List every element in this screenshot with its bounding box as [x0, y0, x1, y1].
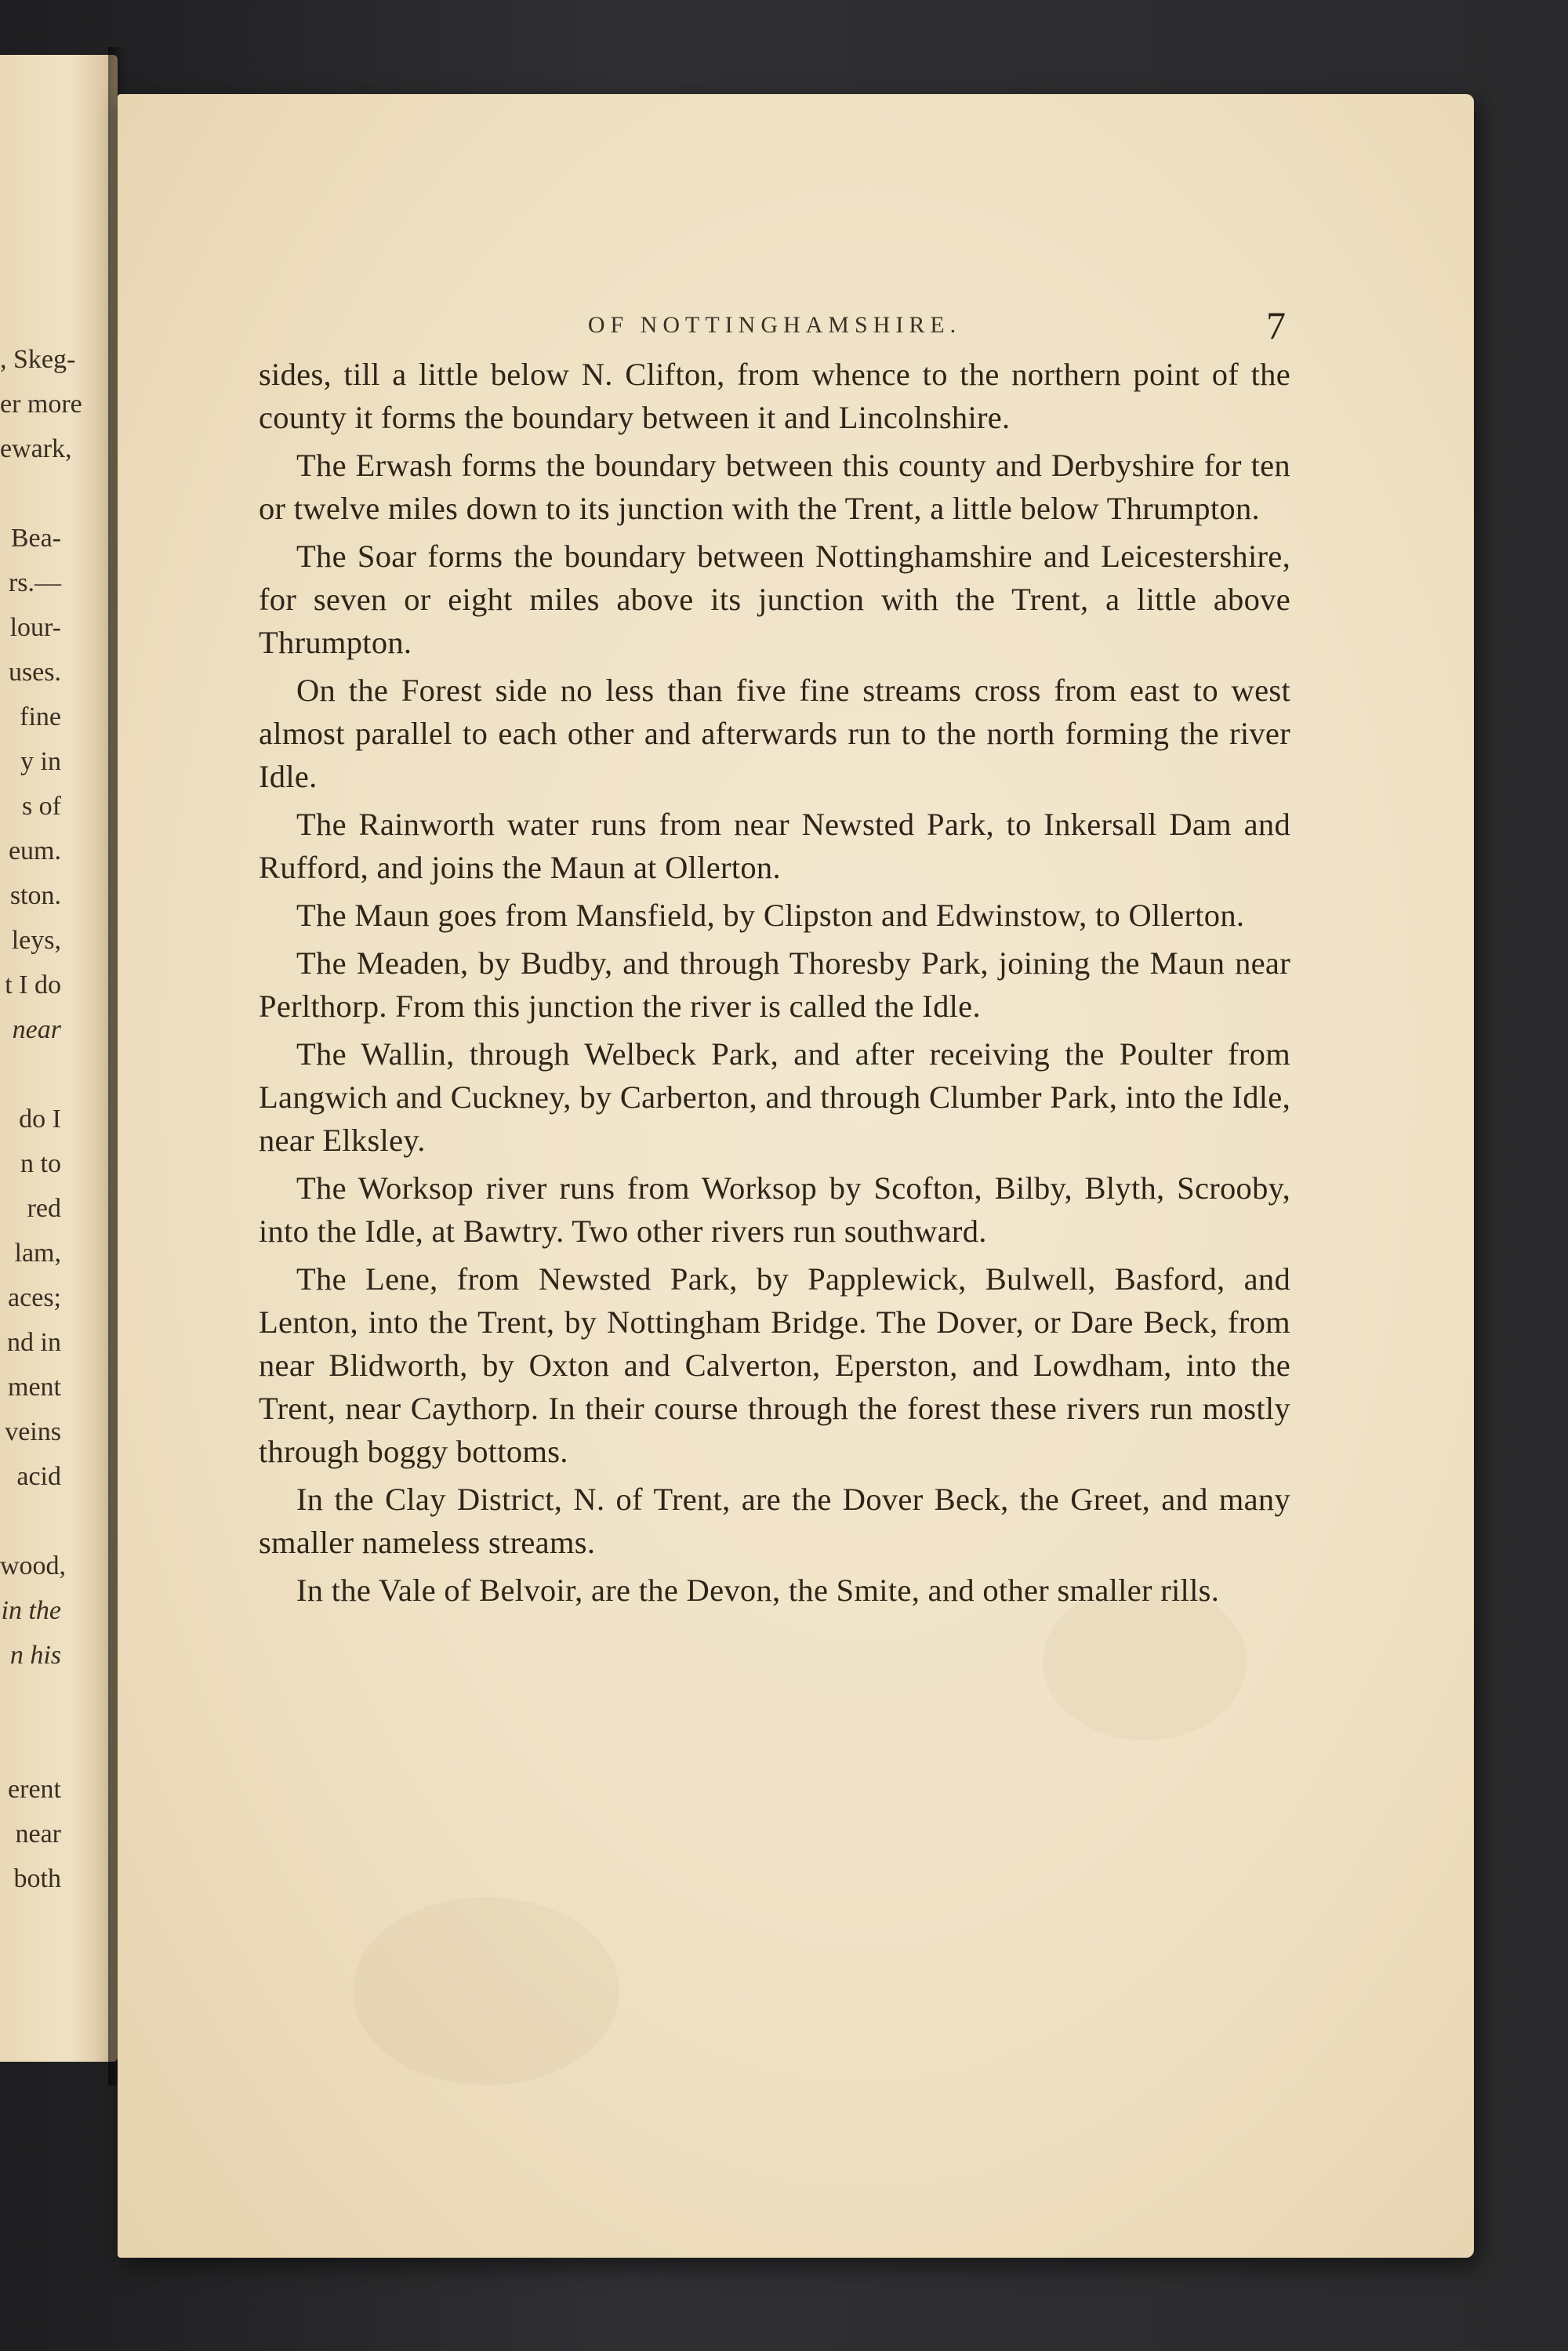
paragraph: sides, till a little below N. Clifton, from whence to the northern point of the county it forms the boundary between it and Lincolnshire.: [259, 357, 1290, 435]
left-page-fragment: wood,: [0, 1551, 67, 1580]
right-page: [118, 94, 1474, 2258]
left-facing-page: [0, 55, 118, 2062]
left-page-fragment: uses.: [8, 658, 61, 687]
left-page-fragment: y in: [20, 747, 61, 776]
paragraph: On the Forest side no less than five fine streams cross from east to west almost parallel to each other and afterwards run to the north forming the river Idle.: [259, 673, 1290, 794]
paragraph: The Meaden, by Budby, and through Thoresby Park, joining the Maun near Perlthorp. From this junction the river is called the Idle.: [259, 945, 1290, 1024]
left-page-fragment: nd in: [7, 1328, 61, 1357]
page-content: [259, 303, 1290, 1616]
paragraph: The Erwash forms the boundary between this county and Derbyshire for ten or twelve miles down to its junction with the Trent, a little below Thrumpton.: [259, 448, 1290, 526]
left-page-fragment: do I: [19, 1105, 61, 1134]
left-page-fragment: leys,: [11, 926, 61, 955]
left-page-fragment: aces;: [8, 1283, 61, 1312]
left-page-fragment: n his: [9, 1641, 61, 1670]
running-head: [259, 303, 1290, 353]
left-page-fragment: t I do: [5, 971, 61, 1000]
left-page-fragment: near: [15, 1819, 61, 1849]
left-page-fragment: er more: [0, 390, 82, 419]
left-page-fragment: veins: [5, 1417, 61, 1446]
left-page-fragment: both: [13, 1864, 61, 1893]
body-text: [259, 353, 1290, 1612]
left-page-fragment: eum.: [8, 836, 61, 865]
page-number: 7: [1266, 303, 1286, 347]
paragraph: The Rainworth water runs from near Newsted Park, to Inkersall Dam and Rufford, and joins the Maun at Ollerton.: [259, 807, 1290, 885]
left-page-fragment: lour-: [9, 613, 61, 642]
left-page-fragment: Bea-: [10, 524, 61, 553]
paragraph: In the Vale of Belvoir, are the Devon, the Smite, and other smaller rills.: [296, 1573, 1220, 1608]
paragraph: The Maun goes from Mansfield, by Clipston and Edwinstow, to Ollerton.: [296, 898, 1245, 933]
left-page-fragment: fine: [20, 702, 61, 731]
left-page-fragment: ewark,: [0, 434, 72, 463]
left-page-fragment: erent: [8, 1775, 61, 1804]
paragraph: The Worksop river runs from Worksop by Scofton, Bilby, Blyth, Scrooby, into the Idle, at Bawtry. Two other rivers run southward.: [259, 1170, 1290, 1249]
left-page-fragment: n to: [20, 1149, 61, 1178]
paper-stain: [353, 1897, 619, 2085]
left-page-fragment: near: [12, 1015, 61, 1044]
running-title: OF NOTTINGHAMSHIRE.: [587, 312, 962, 338]
paragraph: The Wallin, through Welbeck Park, and after receiving the Poulter from Langwich and Cuckney, by Carberton, and through Clumber Park, into the Idle, near Elksley.: [259, 1036, 1290, 1158]
left-page-text-fragments: [0, 55, 118, 2062]
paragraph: In the Clay District, N. of Trent, are the Dover Beck, the Greet, and many smaller nameless streams.: [259, 1482, 1290, 1560]
left-page-fragment: red: [27, 1194, 61, 1223]
left-page-fragment: ment: [8, 1373, 61, 1402]
left-page-fragment: rs.—: [8, 568, 61, 597]
left-page-fragment: acid: [16, 1462, 61, 1491]
paragraph: The Soar forms the boundary between Nottinghamshire and Leicestershire, for seven or eight miles above its junction with the Trent, a little above Thrumpton.: [259, 539, 1290, 660]
left-page-fragment: in the: [1, 1596, 61, 1625]
left-page-fragment: , Skeg-: [0, 345, 76, 374]
left-page-fragment: lam,: [14, 1239, 61, 1268]
left-page-fragment: ston.: [9, 881, 61, 910]
paragraph: The Lene, from Newsted Park, by Papplewick, Bulwell, Basford, and Lenton, into the Trent, by Nottingham Bridge. The Dover, or Dare Beck, from near Blidworth, by Oxton and Calverton, Eperston, and Lowdham, into the Trent, near Caythorp. In their course through the forest these rivers run mostly through boggy bottoms.: [259, 1261, 1290, 1469]
left-page-fragment: s of: [21, 792, 61, 821]
